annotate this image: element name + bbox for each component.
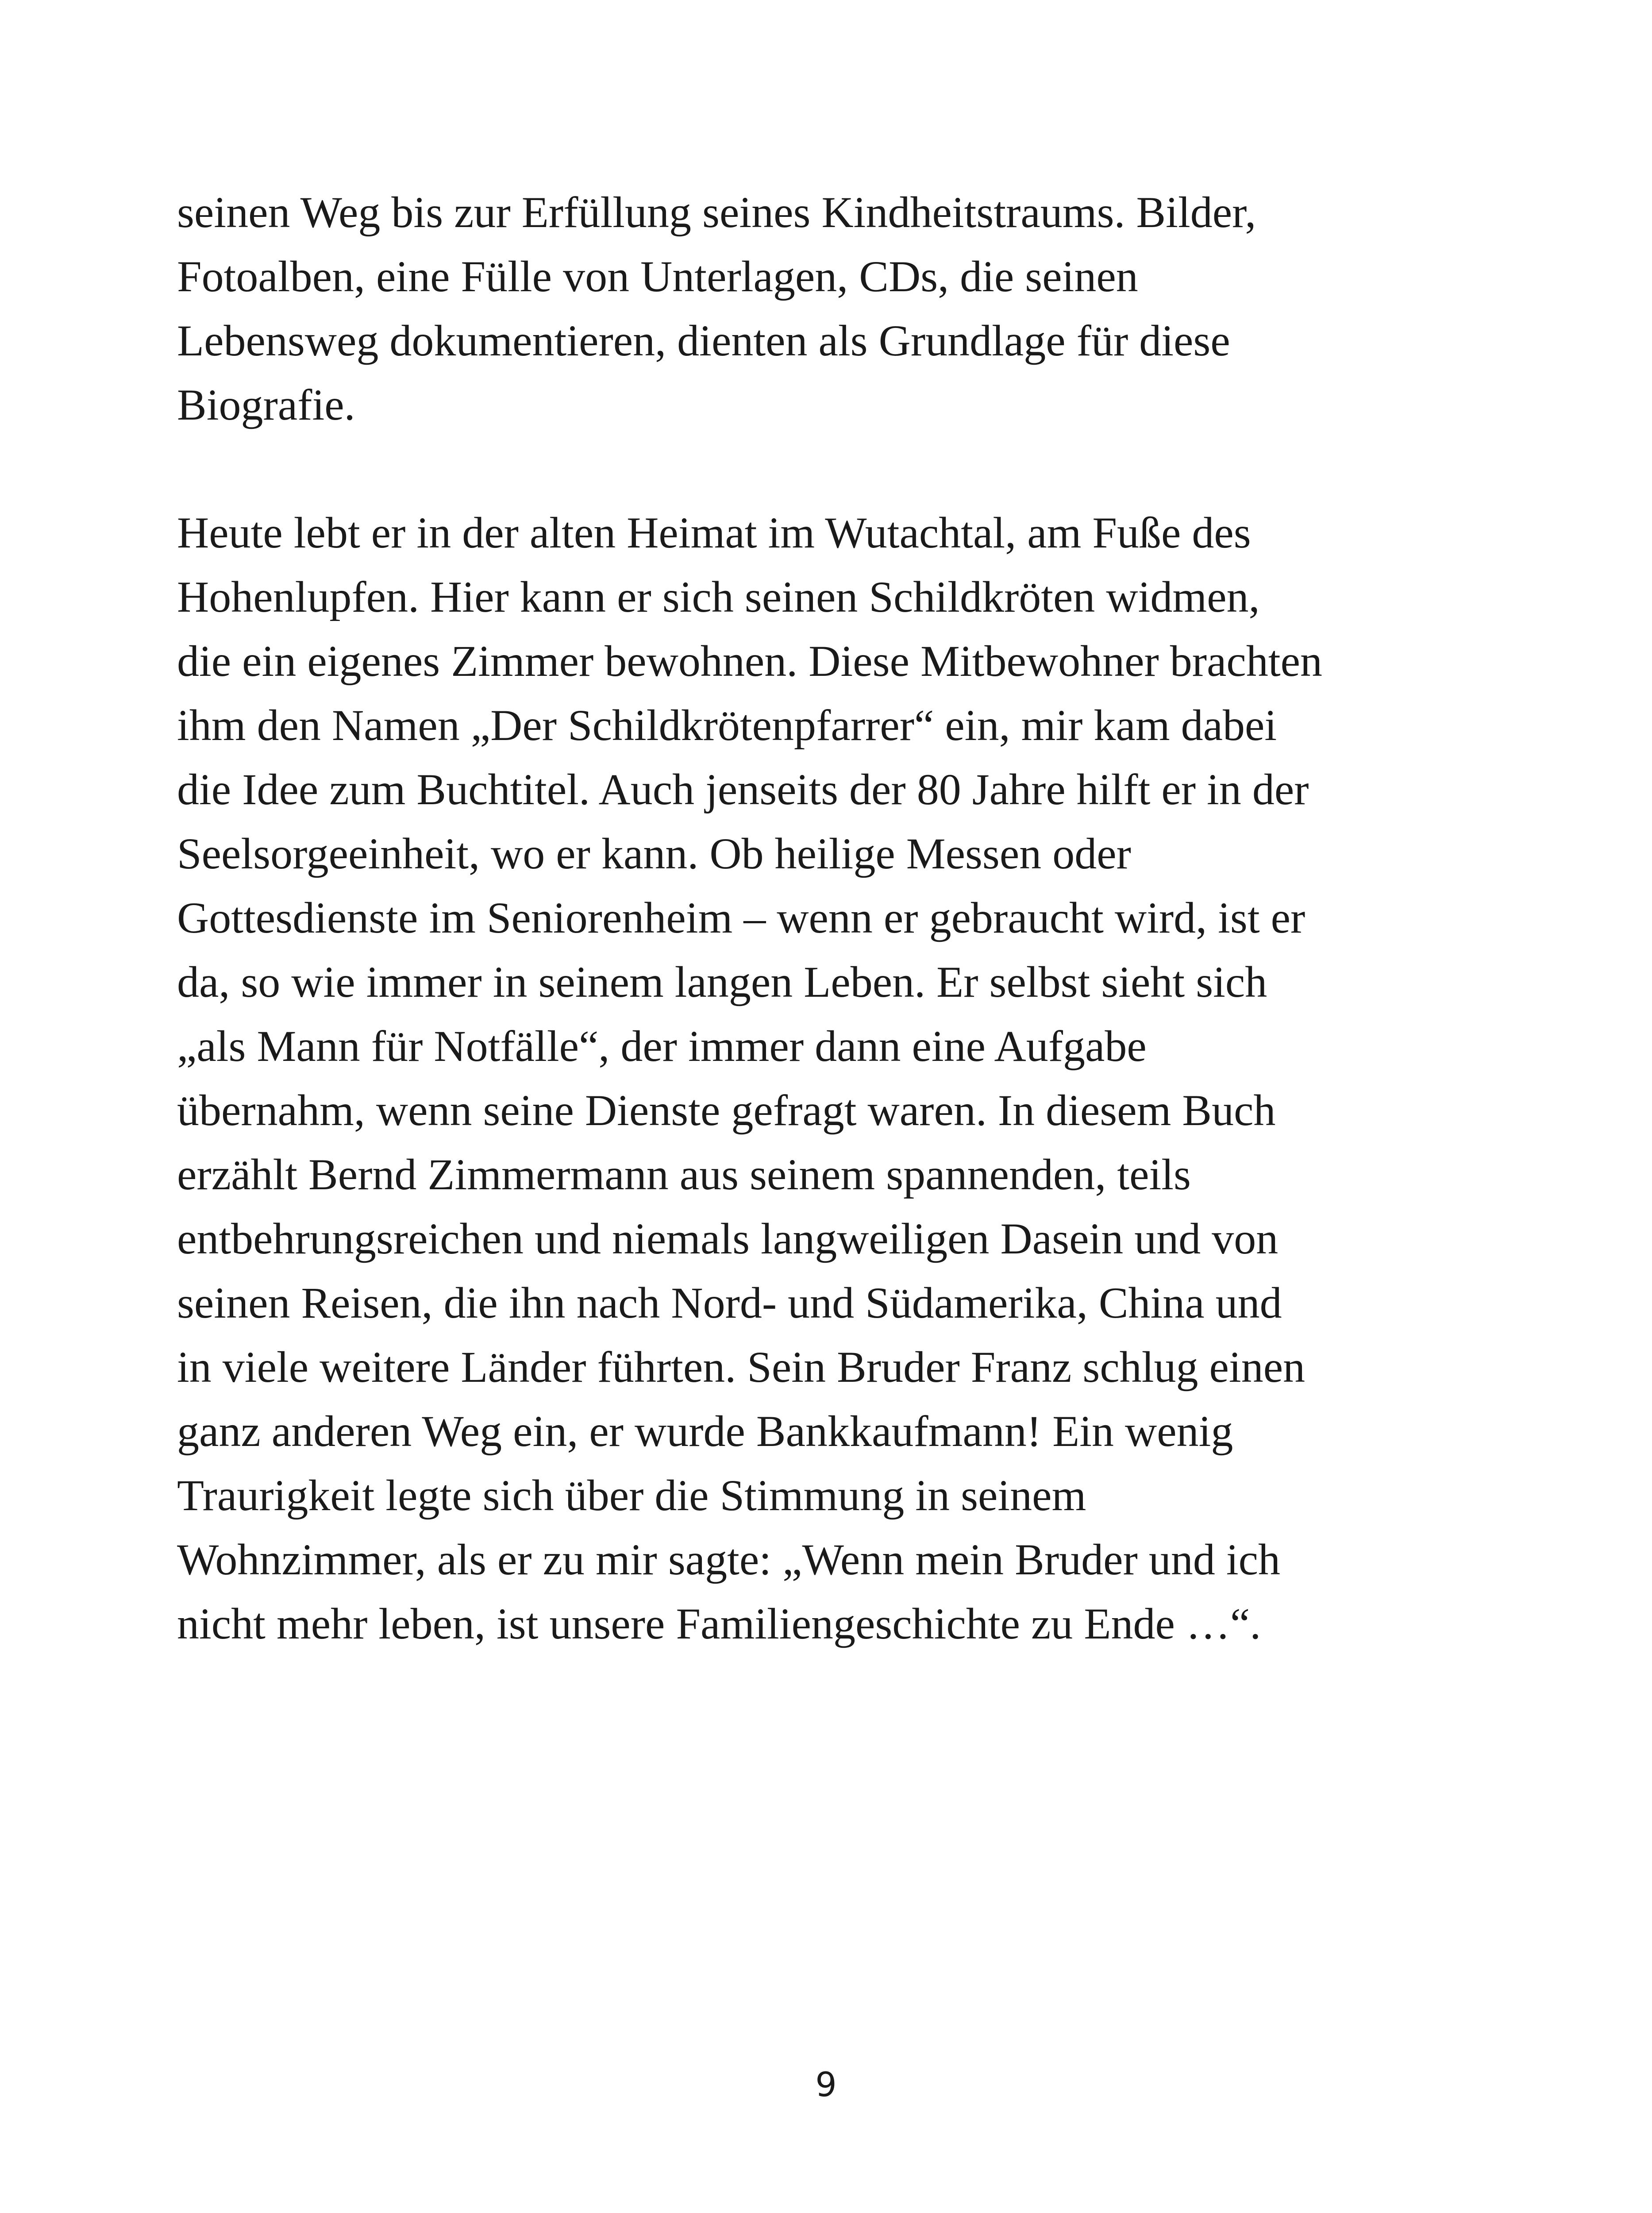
text-line: nicht mehr leben, ist unsere Familiengeschichte zu Ende …“. xyxy=(177,1599,1261,1648)
text-line: Fotoalben, eine Fülle von Unterlagen, CDs, die seinen xyxy=(177,252,1138,301)
text-line: erzählt Bernd Zimmermann aus seinem spannenden, teils xyxy=(177,1150,1191,1199)
text-line: „als Mann für Notfälle“, der immer dann eine Aufgabe xyxy=(177,1022,1147,1071)
text-line: die Idee zum Buchtitel. Auch jenseits der 80 Jahre hilft er in der xyxy=(177,765,1309,814)
text-line: ganz anderen Weg ein, er wurde Bankkaufmann! Ein wenig xyxy=(177,1407,1233,1456)
text-line: Wohnzimmer, als er zu mir sagte: „Wenn mein Bruder und ich xyxy=(177,1535,1281,1584)
text-line: in viele weitere Länder führten. Sein Bruder Franz schlug einen xyxy=(177,1342,1305,1392)
paragraph-1 xyxy=(177,180,1487,437)
text-line: Biografie. xyxy=(177,380,355,429)
text-line: seinen Weg bis zur Erfüllung seines Kindheitstraums. Bilder, xyxy=(177,188,1256,237)
paragraph-2 xyxy=(177,501,1487,1656)
text-line: Heute lebt er in der alten Heimat im Wutachtal, am Fuße des xyxy=(177,508,1251,557)
text-line: Lebensweg dokumentieren, dienten als Grundlage für diese xyxy=(177,316,1230,365)
text-line: Seelsorgeeinheit, wo er kann. Ob heilige Messen oder xyxy=(177,829,1131,878)
text-line: entbehrungsreichen und niemals langweiligen Dasein und von xyxy=(177,1214,1278,1263)
text-line: die ein eigenes Zimmer bewohnen. Diese Mitbewohner brachten xyxy=(177,636,1322,686)
text-line: da, so wie immer in seinem langen Leben. Er selbst sieht sich xyxy=(177,957,1267,1006)
text-line: Gottesdienste im Seniorenheim – wenn er gebraucht wird, ist er xyxy=(177,893,1305,942)
text-line: Traurigkeit legte sich über die Stimmung in seinem xyxy=(177,1471,1086,1520)
text-line: ihm den Namen „Der Schildkrötenpfarrer“ ein, mir kam dabei xyxy=(177,701,1277,750)
text-line: Hohenlupfen. Hier kann er sich seinen Schildkröten widmen, xyxy=(177,572,1260,621)
page-number: 9 xyxy=(815,2065,837,2104)
text-line: übernahm, wenn seine Dienste gefragt waren. In diesem Buch xyxy=(177,1086,1276,1135)
text-line: seinen Reisen, die ihn nach Nord- und Südamerika, China und xyxy=(177,1278,1282,1327)
